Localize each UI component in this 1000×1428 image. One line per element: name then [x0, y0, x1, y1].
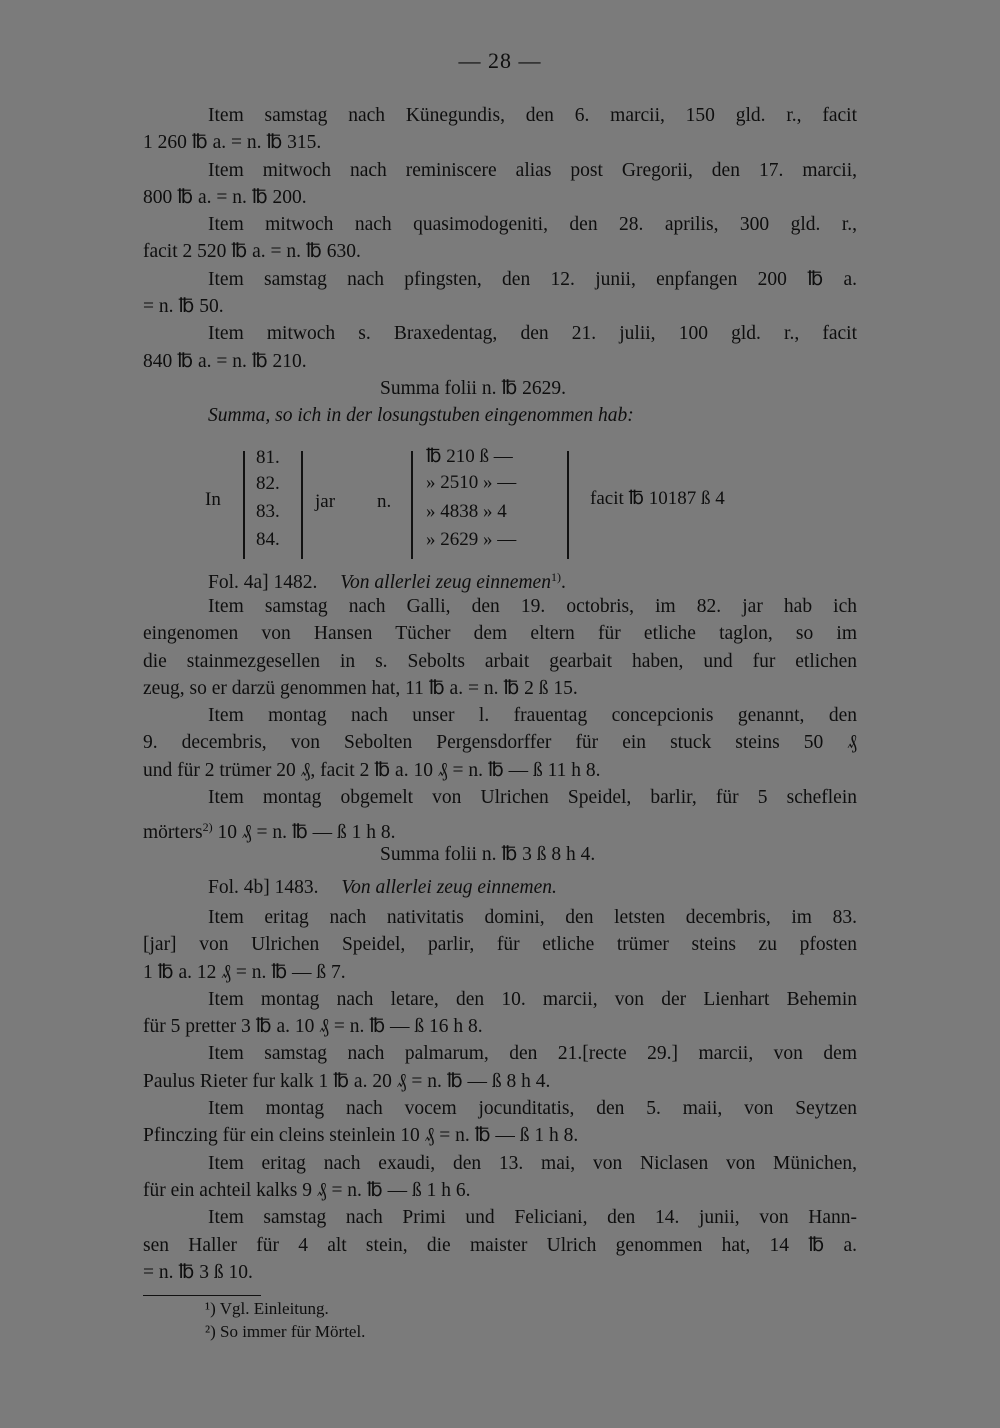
- table-amount: » 4838 » 4: [426, 501, 507, 522]
- text-block-bottom: [143, 904, 857, 1286]
- text-line: 1 260 ℔ a. = n. ℔ 315.: [143, 132, 322, 154]
- table-jar: jar: [315, 491, 336, 512]
- table-amount: ℔ 210 ß —: [426, 446, 513, 467]
- text-line: Item eritag nach nativitatis domini, den letsten decembris, im 83.: [208, 907, 857, 928]
- text-line: die stainmezgesellen in s. Sebolts arbait gearbait haben, und fur etlichen: [143, 650, 857, 672]
- table-amount: » 2510 » —: [426, 472, 517, 493]
- left-brace-close: [301, 451, 303, 559]
- summary-table: [143, 445, 857, 565]
- text-line: = n. ℔ 50.: [143, 296, 224, 318]
- fol-label: Fol. 4a] 1482.: [208, 572, 318, 593]
- text-line: Summa, so ich in der losungstuben eingenommen hab:: [208, 405, 634, 427]
- fol-b-heading: [143, 874, 857, 901]
- text-line: 1 ℔ a. 12 ₰ = n. ℔ — ß 7.: [143, 961, 346, 983]
- text-line: Item samstag nach palmarum, den 21.[recte 29.] marcii, von dem: [208, 1043, 857, 1065]
- text-block-top: [143, 102, 857, 430]
- table-year: 84.: [256, 529, 280, 550]
- footnote-rule: [143, 1295, 261, 1296]
- text-block-middle: [143, 593, 857, 811]
- text-line: = n. ℔ 3 ß 10.: [143, 1261, 253, 1283]
- text-line: Item montag nach vocem jocunditatis, den 5. maii, von Seytzen: [208, 1098, 857, 1120]
- table-amount: » 2629 » —: [426, 529, 517, 550]
- text-line: sen Haller für 4 alt stein, die maister Ulrich genommen hat, 14 ℔ a.: [143, 1234, 857, 1256]
- fol-a-heading: [143, 564, 857, 591]
- text-line: Item samstag nach Primi und Feliciani, den 14. junii, von Hann-: [208, 1207, 857, 1229]
- morters-line: [143, 814, 857, 869]
- table-n: n.: [377, 491, 392, 512]
- footnote-1: ¹) Vgl. Einleitung.: [205, 1299, 329, 1318]
- text-line: Item mitwoch nach reminiscere alias post Gregorii, den 17. marcii,: [208, 159, 857, 181]
- text-line: Pfinczing für ein cleins steinlein 10 ₰ = n. ℔ — ß 1 h 8.: [143, 1125, 579, 1147]
- morters-rest: 10 ₰ = n. ℔ — ß 1 h 8.: [212, 822, 396, 843]
- table-year: 81.: [256, 447, 280, 468]
- fol-label: Fol. 4b] 1483.: [208, 877, 319, 898]
- table-year: 82.: [256, 473, 280, 494]
- text-line: Item mitwoch s. Braxedentag, den 21. julii, 100 gld. r., facit: [208, 323, 857, 345]
- text-line: Paulus Rieter fur kalk 1 ℔ a. 20 ₰ = n. ℔ — ß 8 h 4.: [143, 1070, 551, 1092]
- text-line: [jar] von Ulrichen Speidel, parlir, für etliche trümer steins zu pfosten: [143, 934, 857, 956]
- text-line: 800 ℔ a. = n. ℔ 200.: [143, 186, 307, 208]
- text-line: Summa folii n. ℔ 2629.: [380, 377, 567, 399]
- period: .: [560, 572, 566, 593]
- text-line: für ein achteil kalks 9 ₰ = n. ℔ — ß 1 h 6.: [143, 1179, 471, 1201]
- left-brace-open: [243, 451, 245, 559]
- table-prefix: In: [205, 489, 221, 510]
- page-number: — 28 —: [458, 48, 542, 73]
- right-brace-open: [411, 451, 413, 559]
- text-line: Item montag nach unser l. frauentag concepcionis genannt, den: [208, 705, 857, 727]
- section-title: Von allerlei zeug einnemen.: [341, 877, 557, 898]
- table-facit: facit ℔ 10187 ß 4: [590, 488, 725, 509]
- morters-word: mörters: [143, 822, 203, 843]
- text-line: und für 2 trümer 20 ₰, facit 2 ℔ a. 10 ₰ = n. ℔ — ß 11 h 8.: [143, 759, 601, 781]
- footnote-2: ²) So immer für Mörtel.: [205, 1322, 366, 1341]
- text-line: facit 2 520 ℔ a. = n. ℔ 630.: [143, 241, 361, 263]
- text-line: Item montag obgemelt von Ulrichen Speidel, barlir, für 5 scheflein: [208, 787, 857, 809]
- text-line: Item montag nach letare, den 10. marcii, von der Lienhart Behemin: [208, 988, 857, 1010]
- right-brace-close: [567, 451, 569, 559]
- text-line: Item mitwoch nach quasimodogeniti, den 28. aprilis, 300 gld. r.,: [208, 214, 857, 236]
- text-line: Item samstag nach Galli, den 19. octobris, im 82. jar hab ich: [208, 596, 857, 617]
- text-line: 840 ℔ a. = n. ℔ 210.: [143, 350, 307, 372]
- table-year: 83.: [256, 501, 280, 522]
- summa-line: Summa folii n. ℔ 3 ß 8 h 4.: [380, 844, 596, 866]
- text-line: für 5 pretter 3 ℔ a. 10 ₰ = n. ℔ — ß 16 h 8.: [143, 1016, 483, 1038]
- text-line: Item eritag nach exaudi, den 13. mai, von Niclasen von Münichen,: [208, 1152, 857, 1174]
- footnote-ref: 2): [202, 820, 213, 834]
- text-line: 9. decembris, von Sebolten Pergensdorffer für ein stuck steins 50 ₰: [143, 732, 857, 754]
- section-title: Von allerlei zeug einnemen: [340, 572, 551, 593]
- text-line: Item samstag nach pfingsten, den 12. junii, enpfangen 200 ℔ a.: [208, 268, 857, 290]
- text-line: eingenomen von Hansen Tücher dem eltern für etliche taglon, so im: [143, 623, 857, 645]
- text-line: Item samstag nach Künegundis, den 6. marcii, 150 gld. r., facit: [208, 105, 857, 126]
- text-line: zeug, so er darzü genommen hat, 11 ℔ a. = n. ℔ 2 ß 15.: [143, 677, 578, 699]
- footnote-ref: 1): [550, 570, 561, 584]
